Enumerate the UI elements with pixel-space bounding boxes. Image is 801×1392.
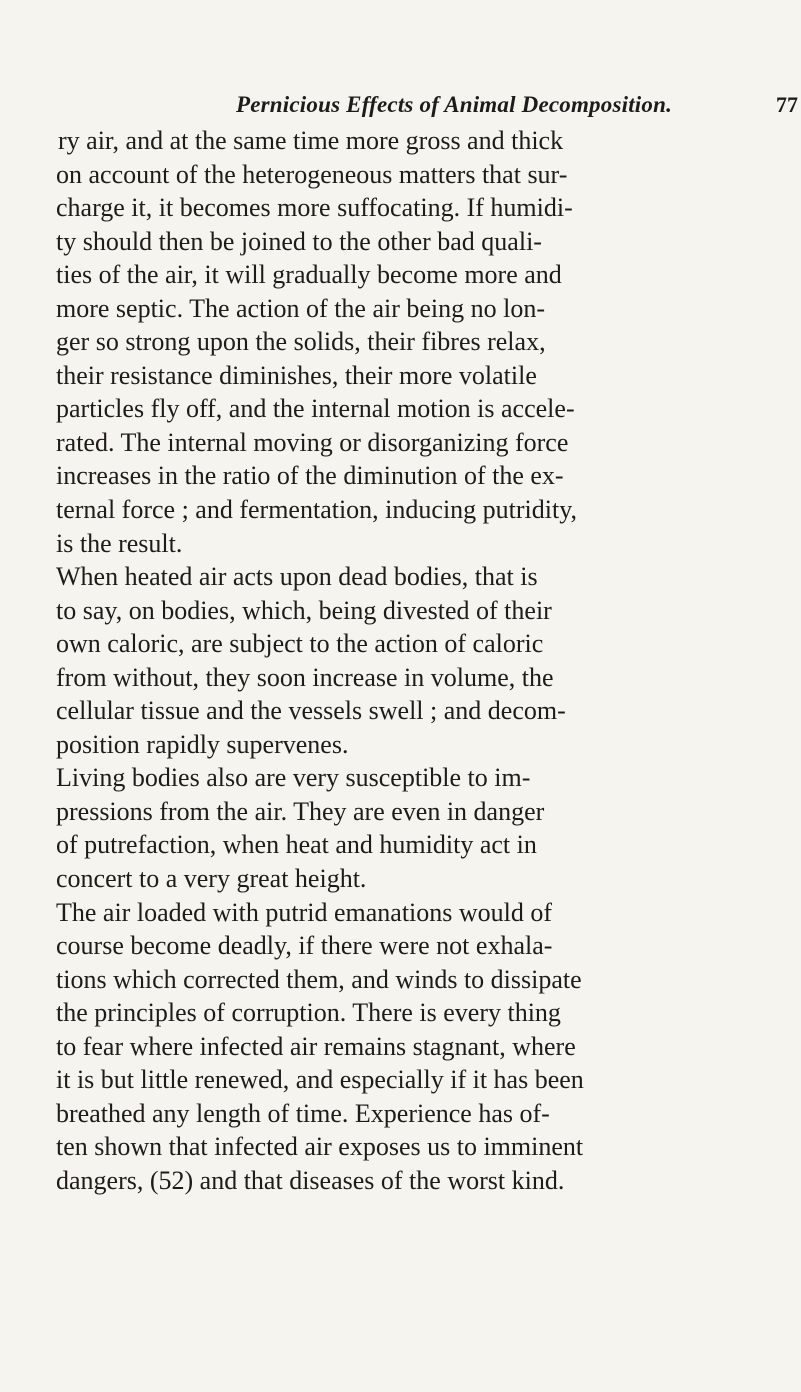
text-line: charge it, it becomes more suffocating. If humidi- [56, 193, 573, 223]
running-title: Pernicious Effects of Animal Decomposition. [236, 92, 673, 117]
text-line: to say, on bodies, which, being divested of their [56, 595, 552, 625]
body-text [56, 124, 796, 1198]
text-line: to fear where infected air remains stagnant, where [56, 1031, 576, 1061]
text-line: Living bodies also are very susceptible to im- [56, 763, 531, 793]
text-line: of putrefaction, when heat and humidity act in [56, 830, 537, 860]
text-line: it is but little renewed, and especially if it has been [56, 1065, 584, 1095]
text-line: ternal force ; and fermentation, inducing putridity, [56, 495, 578, 525]
text-line: tions which corrected them, and winds to dissipate [56, 964, 582, 994]
text-line: rated. The internal moving or disorganizing force [56, 427, 569, 457]
text-line: more septic. The action of the air being no lon- [56, 293, 546, 323]
text-line: on account of the heterogeneous matters that sur- [56, 159, 568, 189]
text-line: their resistance diminishes, their more volatile [56, 360, 537, 390]
text-line: position rapidly supervenes. [56, 729, 349, 759]
text-line: ry air, and at the same time more gross and thick [58, 126, 564, 155]
text-line: cellular tissue and the vessels swell ; and decom- [56, 696, 566, 726]
text-line: pressions from the air. They are even in danger [56, 796, 545, 826]
text-line: is the result. [56, 528, 183, 558]
page-number: 77 [776, 92, 798, 117]
text-line: ties of the air, it will gradually become more and [56, 260, 562, 290]
text-line: dangers, (52) and that diseases of the worst kind. [56, 1165, 565, 1195]
text-line: The air loaded with putrid emanations would of [56, 897, 553, 927]
text-line: the principles of corruption. There is every thing [56, 998, 561, 1028]
running-head [236, 92, 796, 126]
text-line: ten shown that infected air exposes us to imminent [56, 1132, 584, 1162]
text-line: breathed any length of time. Experience has of- [56, 1098, 550, 1128]
text-line: ty should then be joined to the other bad quali- [56, 226, 542, 256]
text-line: ger so strong upon the solids, their fibres relax, [56, 327, 546, 357]
text-line: from without, they soon increase in volume, the [56, 662, 554, 692]
text-line: particles fly off, and the internal motion is accele- [56, 394, 575, 424]
text-line: When heated air acts upon dead bodies, that is [56, 562, 538, 592]
text-line: own caloric, are subject to the action of caloric [56, 629, 544, 659]
text-line: concert to a very great height. [56, 864, 367, 894]
text-line: increases in the ratio of the diminution of the ex- [56, 461, 564, 491]
text-line: course become deadly, if there were not exhala- [56, 931, 553, 961]
